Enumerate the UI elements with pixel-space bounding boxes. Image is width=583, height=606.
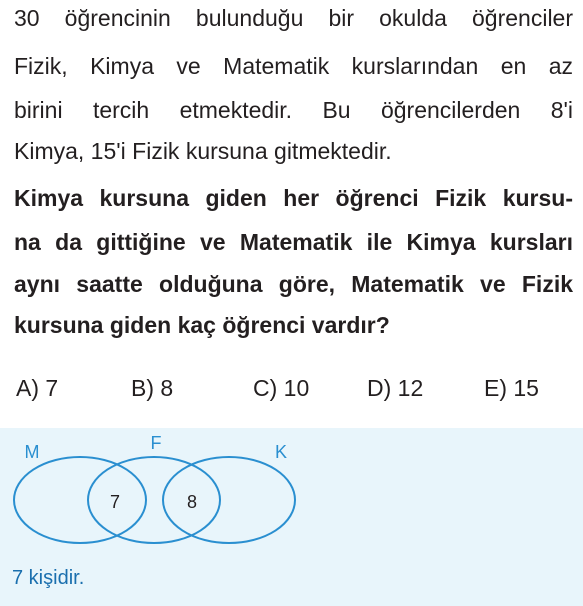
stem-line-3: birini tercih etmektedir. Bu öğrencilerden 8'i [14,97,573,123]
region-mf-value: 7 [109,492,121,512]
choice-a[interactable]: A) 7 [16,375,59,401]
choice-d[interactable]: D) 12 [367,375,424,401]
choice-b[interactable]: B) 8 [131,375,174,401]
set-m-ellipse [14,457,146,543]
stem-line-2: Fizik, Kimya ve Matematik kurslarından en az [14,53,573,79]
stem-line-4: Kimya, 15'i Fizik kursuna gitmektedir. [14,138,392,164]
choice-e[interactable]: E) 15 [484,375,539,401]
venn-diagram [0,428,583,578]
prompt-line-2: na da gittiğine ve Matematik ile Kimya kursları [14,229,573,255]
region-fk-value: 8 [186,492,198,512]
choice-c[interactable]: C) 10 [253,375,310,401]
prompt-line-1: Kimya kursuna giden her öğrenci Fizik kursu- [14,185,573,211]
set-m-label: M [24,442,40,462]
prompt-line-3: aynı saatte olduğuna göre, Matematik ve Fizik [14,271,573,297]
solution-answer: 7 kişidir. [12,567,85,589]
set-f-label: F [150,433,162,453]
set-k-label: K [274,442,288,462]
set-k-ellipse [163,457,295,543]
prompt-line-4: kursuna giden kaç öğrenci vardır? [14,312,390,338]
set-f-ellipse [88,457,220,543]
stem-line-1: 30 öğrencinin bulunduğu bir okulda öğrenciler [14,5,573,31]
